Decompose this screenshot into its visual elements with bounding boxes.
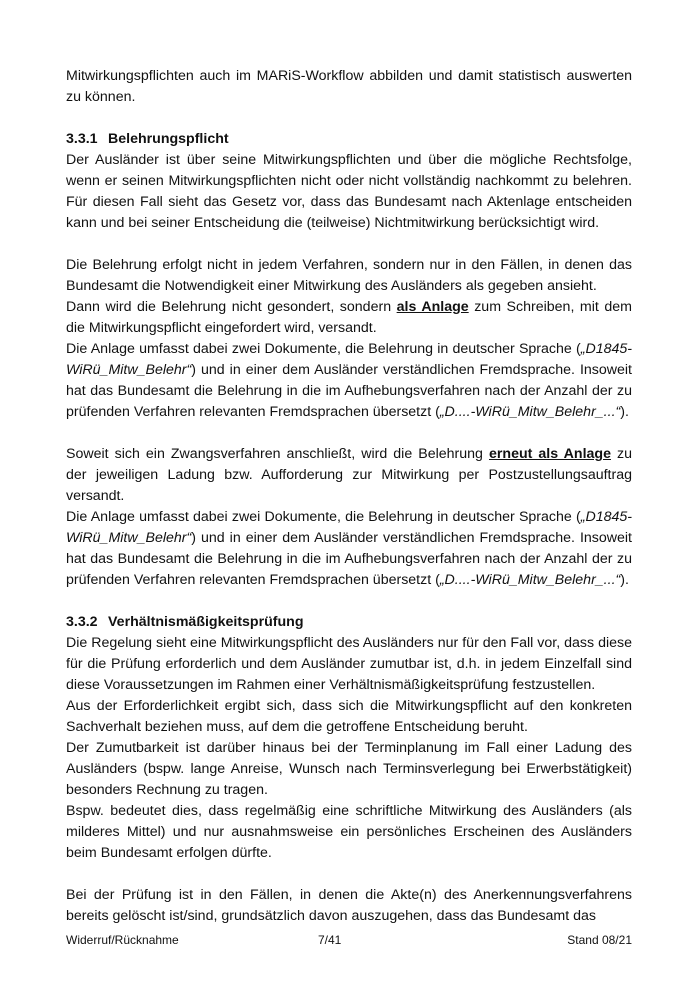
emphasis-underlined: erneut als Anlage [489, 446, 611, 462]
text-run: Die Anlage umfasst dabei zwei Dokumente, die Belehrung in deutscher Sprache ( [66, 509, 581, 525]
page-footer [66, 931, 632, 949]
paragraph: Der Zumutbarkeit ist darüber hinaus bei der Terminplanung im Fall einer Ladung des Ausländers (bspw. lange Anreise, Wunsch nach Terminsverlegung bei Erwerbstätigkeit) besonders Rechnung zu tragen. [66, 740, 632, 798]
paragraph: Aus der Erforderlichkeit ergibt sich, dass sich die Mitwirkungspflicht auf den konkreten Sachverhalt beziehen muss, auf dem die getroffene Entscheidung beruht. [66, 698, 632, 735]
document-reference: „D1845-WiRü_Mitw_Belehr“ [66, 341, 632, 378]
paragraph: Der Ausländer ist über seine Mitwirkungspflichten und über die mögliche Rechtsfolge, wenn er seinen Mitwirkungspflichten nicht oder nicht vollständig nachkommt zu belehren. Für diesen Fall sieht das Gesetz vor, dass das Bundesamt nach Aktenlage entscheiden kann und bei seiner Entscheidung die (teilweise) Nichtmitwirkung berücksichtigt wird. [66, 152, 632, 231]
spacer [66, 423, 632, 444]
paragraph [66, 507, 632, 591]
text-run: zum Schreiben, mit dem die Mitwirkungspflicht eingefordert wird, versandt. [66, 299, 632, 336]
document-reference: „D....-WiRü_Mitw_Belehr_...“ [439, 404, 621, 420]
text-run: ). [620, 404, 629, 420]
spacer [66, 864, 632, 885]
text-run: Dann wird die Belehrung nicht gesondert, sondern [66, 299, 397, 315]
paragraph: Bei der Prüfung ist in den Fällen, in denen die Akte(n) des Anerkennungsverfahrens bereits gelöscht ist/sind, grundsätzlich davon auszugehen, dass das Bundesamt das [66, 887, 632, 924]
section-title: Belehrungspflicht [108, 131, 229, 147]
spacer [66, 591, 632, 612]
text-run: ). [620, 572, 629, 588]
paragraph: Die Belehrung erfolgt nicht in jedem Verfahren, sondern nur in den Fällen, in denen das Bundesamt die Notwendigkeit einer Mitwirkung des Ausländers als gegeben ansieht. [66, 257, 632, 294]
paragraph [66, 297, 632, 339]
spacer [66, 108, 632, 129]
section-title: Verhältnismäßigkeitsprüfung [108, 614, 304, 630]
footer-document-title: Widerruf/Rücknahme [66, 933, 179, 947]
section-heading-3-3-2 [66, 612, 632, 633]
paragraph [66, 444, 632, 507]
paragraph [66, 339, 632, 423]
text-run: zu der jeweiligen Ladung bzw. Aufforderung zur Mitwirkung per Postzustellungsauftrag versandt. [66, 446, 633, 504]
paragraph: Bspw. bedeutet dies, dass regelmäßig eine schriftliche Mitwirkung des Ausländers (als milderes Mittel) und nur ausnahmsweise ein persönliches Erscheinen des Ausländers beim Bundesamt erfolgen dürfte. [66, 803, 632, 861]
document-reference: „D1845-WiRü_Mitw_Belehr“ [66, 509, 632, 546]
emphasis-underlined: als Anlage [396, 299, 469, 315]
text-run: Soweit sich ein Zwangsverfahren anschließt, wird die Belehrung [66, 446, 489, 462]
text-run: ) und in einer dem Ausländer verständlichen Fremdsprache. Insoweit hat das Bundesamt die Belehrung in die im Aufhebungsverfahren nach der Anzahl der zu prüfenden Verfahren relevanten Fremdsprachen übersetzt ( [66, 530, 632, 588]
spacer [66, 234, 632, 255]
document-reference: „D....-WiRü_Mitw_Belehr_...“ [439, 572, 621, 588]
section-number: 3.3.1 [66, 131, 98, 147]
document-page [66, 66, 632, 927]
footer-page-number: 7/41 [318, 933, 342, 947]
intro-paragraph: Mitwirkungspflichten auch im MARiS-Workflow abbilden und damit statistisch auswerten zu können. [66, 68, 632, 105]
footer-version: Stand 08/21 [567, 933, 632, 947]
section-heading-3-3-1 [66, 129, 632, 150]
section-number: 3.3.2 [66, 614, 98, 630]
paragraph: Die Regelung sieht eine Mitwirkungspflicht des Ausländers nur für den Fall vor, dass diese für die Prüfung erforderlich und dem Ausländer zumutbar ist, d.h. in jedem Einzelfall sind diese Voraussetzungen im Rahmen einer Verhältnismäßigkeitsprüfung festzustellen. [66, 635, 632, 693]
text-run: ) und in einer dem Ausländer verständlichen Fremdsprache. Insoweit hat das Bundesamt die Belehrung in die im Aufhebungsverfahren nach der Anzahl der zu prüfenden Verfahren relevanten Fremdsprachen übersetzt ( [66, 362, 632, 420]
text-run: Die Anlage umfasst dabei zwei Dokumente, die Belehrung in deutscher Sprache ( [66, 341, 581, 357]
